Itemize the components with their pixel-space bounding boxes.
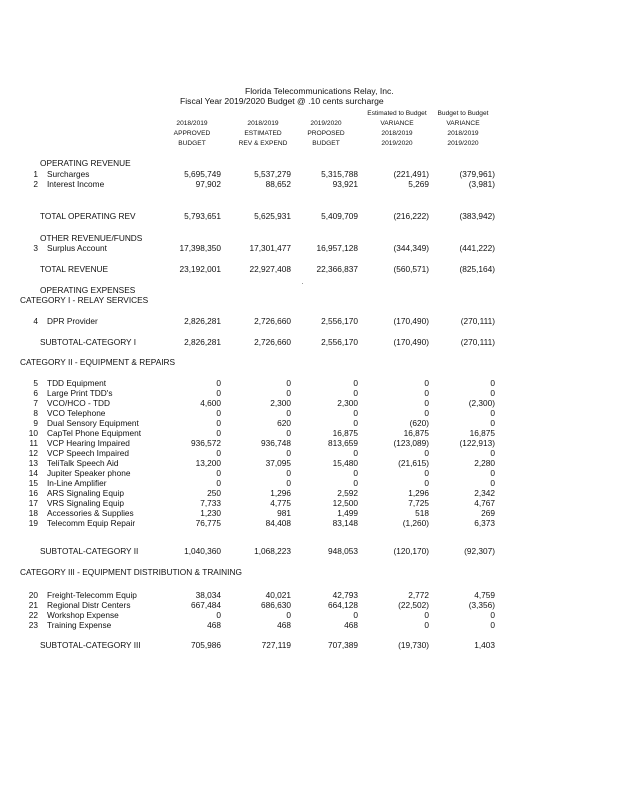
amount-cell: 2,726,660	[254, 337, 291, 347]
amount-cell: 0	[490, 388, 495, 398]
amount-cell: 1,296	[408, 488, 429, 498]
line-number: 19	[28, 518, 38, 528]
amount-cell: 0	[286, 610, 291, 620]
col-estimated-header: 2018/2019 ESTIMATED REV & EXPEND	[238, 120, 288, 147]
amount-cell: 5,537,279	[254, 169, 291, 179]
amount-cell: 2,726,660	[254, 316, 291, 326]
subtotal-cat1-label: SUBTOTAL-CATEGORY I	[40, 337, 137, 347]
amount-cell: 5,625,931	[254, 211, 291, 221]
line-item-label: VCO Telephone	[47, 408, 106, 418]
line-item-label: VRS Signaling Equip	[47, 498, 125, 508]
line-number: 15	[28, 478, 38, 488]
line-number: 3	[33, 243, 38, 253]
amount-cell: 1,230	[200, 508, 221, 518]
amount-cell: 0	[286, 478, 291, 488]
line-item-label: VCP Hearing Impaired	[47, 438, 130, 448]
amount-cell: 0	[490, 468, 495, 478]
amount-cell: 76,775	[195, 518, 221, 528]
amount-cell: 0	[353, 388, 358, 398]
line-item-label: Interest Income	[47, 179, 105, 189]
amount-cell: 1,040,360	[184, 546, 221, 556]
amount-cell: (270,111)	[460, 316, 495, 326]
amount-cell: (170,490)	[393, 316, 429, 326]
amount-cell: 936,572	[191, 438, 221, 448]
amount-cell: 4,600	[200, 398, 221, 408]
amount-cell: 17,398,350	[179, 243, 221, 253]
amount-cell: (270,111)	[460, 337, 495, 347]
line-number: 11	[29, 438, 38, 448]
amount-cell: 468	[344, 620, 358, 630]
amount-cell: 0	[353, 610, 358, 620]
line-number: 20	[28, 590, 38, 600]
amount-cell: 0	[286, 448, 291, 458]
amount-cell: (21,615)	[398, 458, 429, 468]
amount-cell: 250	[207, 488, 221, 498]
amount-cell: (122,913)	[459, 438, 495, 448]
amount-cell: 0	[216, 428, 221, 438]
amount-cell: 0	[424, 408, 429, 418]
amount-cell: (221,491)	[393, 169, 429, 179]
amount-cell: 1,068,223	[254, 546, 291, 556]
amount-cell: 0	[216, 408, 221, 418]
amount-cell: 1,296	[270, 488, 291, 498]
amount-cell: (379,961)	[459, 169, 495, 179]
amount-cell: 0	[424, 398, 429, 408]
amount-cell: 0	[286, 408, 291, 418]
line-item-label: Accessories & Supplies	[47, 508, 134, 518]
line-number: 13	[28, 458, 38, 468]
amount-cell: 16,875	[332, 428, 358, 438]
line-number: 22	[28, 610, 38, 620]
line-item-label: Large Print TDD's	[47, 388, 113, 398]
amount-cell: 5,409,709	[321, 211, 358, 221]
amount-cell: 1,403	[474, 640, 495, 650]
line-item-label: Workshop Expense	[47, 610, 119, 620]
amount-cell: 518	[415, 508, 429, 518]
line-item-label: TeliTalk Speech Aid	[47, 458, 119, 468]
amount-cell: 42,793	[332, 590, 358, 600]
amount-cell: 5,695,749	[184, 169, 221, 179]
line-number: 4	[33, 316, 38, 326]
amount-cell: 2,772	[408, 590, 429, 600]
amount-cell: 0	[490, 610, 495, 620]
amount-cell: 0	[216, 418, 221, 428]
amount-cell: 0	[424, 478, 429, 488]
amount-cell: 2,826,281	[184, 316, 221, 326]
amount-cell: 88,652	[265, 179, 291, 189]
total-revenue-label: TOTAL REVENUE	[40, 264, 109, 274]
line-item-label: Regional Distr Centers	[47, 600, 131, 610]
amount-cell: 84,408	[265, 518, 291, 528]
amount-cell: 17,301,477	[249, 243, 291, 253]
line-number: 17	[28, 498, 38, 508]
amount-cell: 40,021	[265, 590, 291, 600]
amount-cell: 0	[353, 448, 358, 458]
amount-cell: 0	[216, 478, 221, 488]
amount-cell: (3,356)	[468, 600, 495, 610]
subtotal-cat3-label: SUBTOTAL-CATEGORY III	[40, 640, 141, 650]
amount-cell: 0	[286, 388, 291, 398]
amount-cell: (1,260)	[402, 518, 429, 528]
amount-cell: 6,373	[474, 518, 495, 528]
amount-cell: (19,730)	[398, 640, 429, 650]
amount-cell: 981	[277, 508, 291, 518]
line-number: 6	[33, 388, 38, 398]
amount-cell: (92,307)	[464, 546, 495, 556]
amount-cell: (120,170)	[393, 546, 429, 556]
amount-cell: 16,957,128	[316, 243, 358, 253]
line-item-label: Training Expense	[47, 620, 112, 630]
amount-cell: 707,389	[328, 640, 358, 650]
amount-cell: 16,875	[469, 428, 495, 438]
amount-cell: 13,200	[195, 458, 221, 468]
amount-cell: 16,875	[403, 428, 429, 438]
amount-cell: 97,902	[195, 179, 221, 189]
amount-cell: 4,767	[474, 498, 495, 508]
amount-cell: 0	[424, 448, 429, 458]
amount-cell: 4,759	[474, 590, 495, 600]
amount-cell: 2,280	[474, 458, 495, 468]
amount-cell: 0	[353, 468, 358, 478]
line-number: 7	[33, 398, 38, 408]
section-operating-expenses: OPERATING EXPENSES	[40, 285, 136, 295]
amount-cell: 468	[277, 620, 291, 630]
amount-cell: 2,300	[270, 398, 291, 408]
amount-cell: 667,484	[191, 600, 221, 610]
amount-cell: 22,366,837	[316, 264, 358, 274]
line-item-label: Telecomm Equip Repair	[47, 518, 136, 528]
col-variance-est-header: Estimated to Budget VARIANCE 2018/2019 2019/2020	[367, 110, 427, 147]
line-number: 12	[28, 448, 38, 458]
amount-cell: 0	[490, 378, 495, 388]
line-number: 18	[28, 508, 38, 518]
amount-cell: 0	[216, 388, 221, 398]
amount-cell: (620)	[409, 418, 429, 428]
amount-cell: 15,480	[332, 458, 358, 468]
amount-cell: 0	[216, 610, 221, 620]
line-number: 10	[28, 428, 38, 438]
amount-cell: (344,349)	[393, 243, 429, 253]
amount-cell: 0	[286, 468, 291, 478]
amount-cell: 0	[490, 448, 495, 458]
line-number: 23	[28, 620, 38, 630]
amount-cell: 620	[277, 418, 291, 428]
line-number: 5	[33, 378, 38, 388]
line-number: 1	[33, 169, 38, 179]
section-other-revenue: OTHER REVENUE/FUNDS	[40, 233, 143, 243]
amount-cell: 23,192,001	[179, 264, 221, 274]
amount-cell: (441,222)	[459, 243, 495, 253]
amount-cell: 0	[424, 378, 429, 388]
amount-cell: 38,034	[195, 590, 221, 600]
report-title: Florida Telecommunications Relay, Inc.	[245, 86, 394, 96]
col-proposed-header: 2019/2020 PROPOSED BUDGET	[307, 120, 345, 147]
amount-cell: (2,300)	[468, 398, 495, 408]
amount-cell: 0	[353, 408, 358, 418]
line-item-label: TDD Equipment	[47, 378, 107, 388]
amount-cell: (3,981)	[468, 179, 495, 189]
amount-cell: 0	[490, 408, 495, 418]
amount-cell: 5,793,651	[184, 211, 221, 221]
amount-cell: 12,500	[332, 498, 358, 508]
amount-cell: 0	[216, 468, 221, 478]
amount-cell: 269	[481, 508, 495, 518]
line-number: 9	[33, 418, 38, 428]
scan-speck	[302, 283, 303, 284]
amount-cell: 0	[353, 418, 358, 428]
amount-cell: 0	[353, 378, 358, 388]
amount-cell: 5,315,788	[321, 169, 358, 179]
line-item-label: VCP Speech Impaired	[47, 448, 129, 458]
category-3-heading: CATEGORY III - EQUIPMENT DISTRIBUTION & TRAINING	[20, 567, 242, 577]
amount-cell: 727,119	[261, 640, 291, 650]
category-2-heading: CATEGORY II - EQUIPMENT & REPAIRS	[20, 357, 176, 367]
amount-cell: 37,095	[265, 458, 291, 468]
amount-cell: 0	[353, 478, 358, 488]
amount-cell: 83,148	[332, 518, 358, 528]
line-item-label: Surcharges	[47, 169, 90, 179]
amount-cell: 0	[216, 448, 221, 458]
line-item-label: Freight-Telecomm Equip	[47, 590, 137, 600]
line-number: 14	[28, 468, 38, 478]
line-number: 21	[28, 600, 38, 610]
amount-cell: 0	[286, 378, 291, 388]
amount-cell: 2,826,281	[184, 337, 221, 347]
amount-cell: (22,502)	[398, 600, 429, 610]
line-item-label: DPR Provider	[47, 316, 98, 326]
col-approved-header: 2018/2019 APPROVED BUDGET	[173, 120, 211, 147]
amount-cell: 7,725	[408, 498, 429, 508]
line-item-label: In-Line Amplifier	[47, 478, 107, 488]
amount-cell: 4,775	[270, 498, 291, 508]
amount-cell: 5,269	[408, 179, 429, 189]
amount-cell: 813,659	[328, 438, 358, 448]
col-variance-bud-header: Budget to Budget VARIANCE 2018/2019 2019/2020	[437, 110, 489, 147]
section-operating-revenue: OPERATING REVENUE	[40, 158, 131, 168]
line-number: 2	[33, 179, 38, 189]
line-item-label: CapTel Phone Equipment	[47, 428, 142, 438]
amount-cell: 705,986	[191, 640, 221, 650]
amount-cell: (216,222)	[393, 211, 429, 221]
amount-cell: 2,592	[337, 488, 358, 498]
amount-cell: 468	[207, 620, 221, 630]
amount-cell: 2,300	[337, 398, 358, 408]
report-subtitle: Fiscal Year 2019/2020 Budget @ .10 cents surcharge	[180, 96, 384, 106]
amount-cell: 0	[424, 610, 429, 620]
amount-cell: 93,921	[332, 179, 358, 189]
amount-cell: 0	[490, 620, 495, 630]
amount-cell: 0	[286, 428, 291, 438]
amount-cell: 0	[490, 418, 495, 428]
amount-cell: (123,089)	[393, 438, 429, 448]
subtotal-cat2-label: SUBTOTAL-CATEGORY II	[40, 546, 139, 556]
line-item-label: Jupiter Speaker phone	[47, 468, 131, 478]
amount-cell: 2,556,170	[321, 337, 358, 347]
category-1-heading: CATEGORY I - RELAY SERVICES	[20, 295, 149, 305]
amount-cell: 0	[216, 378, 221, 388]
amount-cell: 2,342	[474, 488, 495, 498]
amount-cell: 686,630	[261, 600, 291, 610]
line-item-label: Dual Sensory Equipment	[47, 418, 139, 428]
amount-cell: 948,053	[328, 546, 358, 556]
amount-cell: 2,556,170	[321, 316, 358, 326]
amount-cell: 664,128	[328, 600, 358, 610]
amount-cell: (560,571)	[393, 264, 429, 274]
amount-cell: 1,499	[337, 508, 358, 518]
line-item-label: VCO/HCO - TDD	[47, 398, 110, 408]
amount-cell: (170,490)	[393, 337, 429, 347]
line-number: 8	[33, 408, 38, 418]
amount-cell: 22,927,408	[249, 264, 291, 274]
amount-cell: 7,733	[200, 498, 221, 508]
line-item-label: ARS Signaling Equip	[47, 488, 125, 498]
amount-cell: (383,942)	[459, 211, 495, 221]
amount-cell: 0	[424, 468, 429, 478]
amount-cell: 0	[490, 478, 495, 488]
amount-cell: 936,748	[261, 438, 291, 448]
line-item-label: Surplus Account	[47, 243, 107, 253]
total-operating-rev-label: TOTAL OPERATING REV	[40, 211, 136, 221]
line-number: 16	[28, 488, 38, 498]
amount-cell: (825,164)	[459, 264, 495, 274]
amount-cell: 0	[424, 388, 429, 398]
amount-cell: 0	[424, 620, 429, 630]
